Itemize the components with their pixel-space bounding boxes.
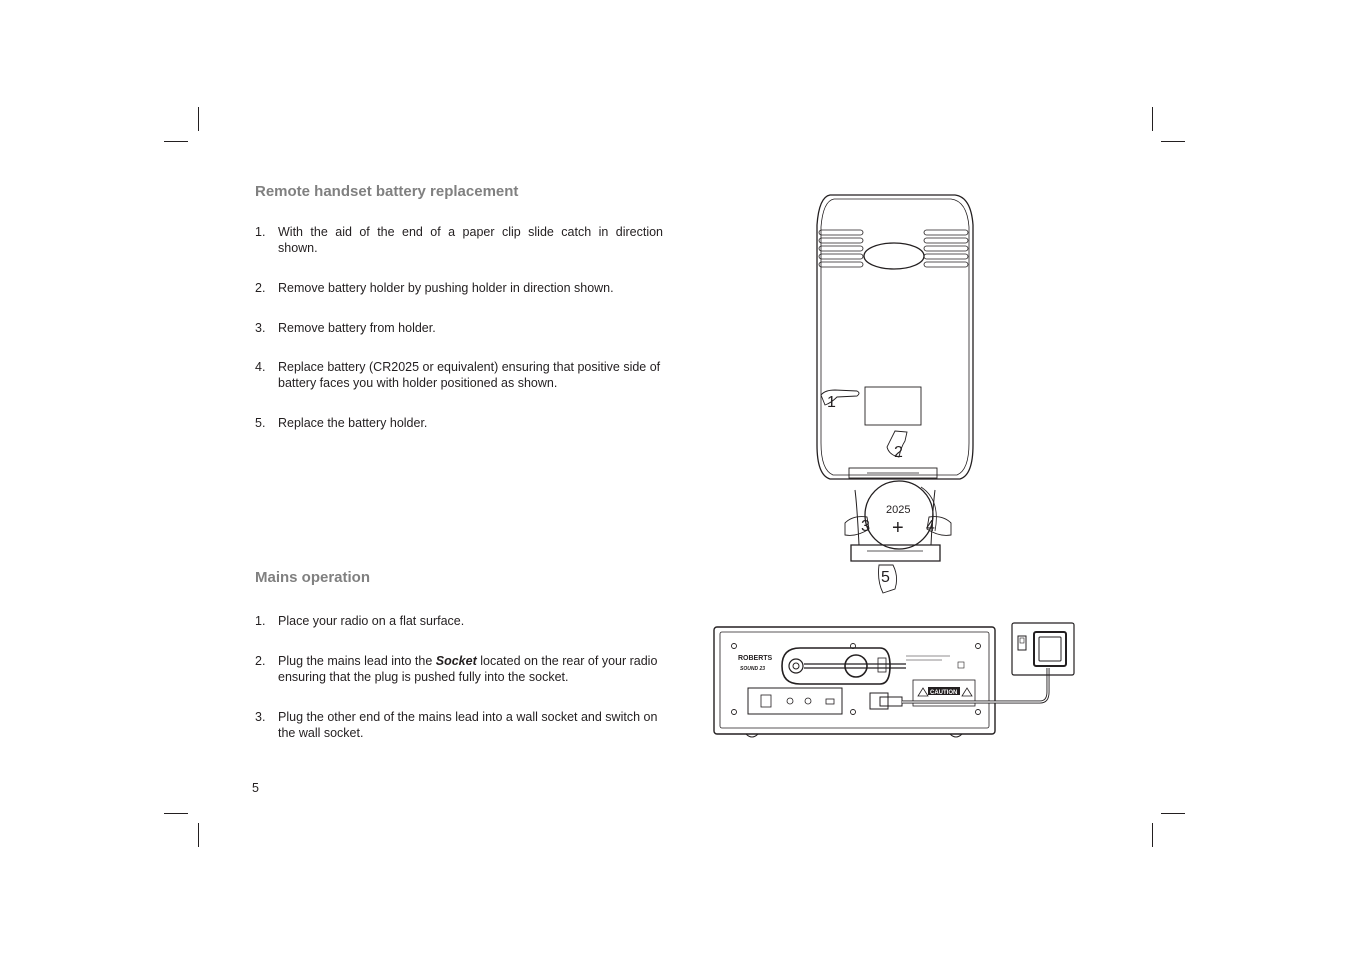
step-number: 4. (255, 360, 266, 374)
step-text: Remove battery from holder. (278, 321, 436, 335)
step-text: Remove battery holder by pushing holder in direction shown. (278, 281, 614, 295)
step-text: Replace battery (CR2025 or equivalent) ensuring that positive side of battery faces you with holder positioned as shown. (278, 360, 661, 390)
battery-plus-symbol: + (892, 517, 904, 539)
step-number: 2. (255, 654, 266, 668)
socket-emphasis: Socket (435, 654, 477, 668)
radio-brand: ROBERTS (738, 655, 773, 662)
callout-4: 4 (926, 518, 935, 535)
step-number: 1. (255, 614, 266, 628)
step-text: Plug the other end of the mains lead into a wall socket and switch on the wall socket. (278, 710, 658, 740)
radio-rear-illustration (710, 618, 1080, 743)
remote-handset-illustration (795, 185, 995, 605)
callout-5: 5 (881, 569, 890, 586)
remote-step (255, 225, 663, 256)
crop-mark (164, 813, 188, 814)
page-number: 5 (252, 781, 259, 795)
crop-mark (1161, 813, 1185, 814)
radio-model: SOUND 23 (740, 666, 766, 672)
mains-step (255, 614, 663, 630)
step-line: shown. (278, 240, 318, 255)
step-line: With the aid of the end of a paper clip slide catch in direction (278, 225, 663, 239)
step-number: 1. (255, 225, 266, 239)
mains-step (255, 654, 663, 685)
remote-step (255, 360, 663, 391)
radio-cabinet (714, 627, 995, 734)
step-number: 3. (255, 710, 266, 724)
callout-1: 1 (827, 394, 836, 411)
crop-mark (1161, 141, 1185, 142)
step-text-pre: Plug the mains lead into the (278, 654, 436, 668)
step-text: Replace the battery holder. (278, 416, 428, 430)
caution-label: CAUTION (930, 690, 958, 696)
step-number: 3. (255, 321, 266, 335)
remote-step (255, 321, 663, 337)
wall-socket (1012, 623, 1074, 675)
step-text: Place your radio on a flat surface. (278, 614, 465, 628)
crop-mark (198, 107, 199, 131)
remote-section-title: Remote handset battery replacement (255, 183, 519, 200)
remote-step (255, 281, 663, 297)
crop-mark (1152, 823, 1153, 847)
mains-step (255, 710, 663, 741)
crop-mark (1152, 107, 1153, 131)
remote-step (255, 416, 663, 432)
callout-2: 2 (894, 444, 903, 461)
step-number: 5. (255, 416, 266, 430)
battery-label: 2025 (886, 504, 911, 516)
crop-mark (164, 141, 188, 142)
step-text (278, 654, 663, 685)
step-text (278, 225, 663, 256)
step-number: 2. (255, 281, 266, 295)
crop-mark (198, 823, 199, 847)
callout-3: 3 (861, 518, 870, 535)
mains-section-title: Mains operation (255, 569, 371, 586)
step-text-post: located on the rear of your radio ensuring that the plug is pushed fully into the socket. (278, 654, 658, 684)
